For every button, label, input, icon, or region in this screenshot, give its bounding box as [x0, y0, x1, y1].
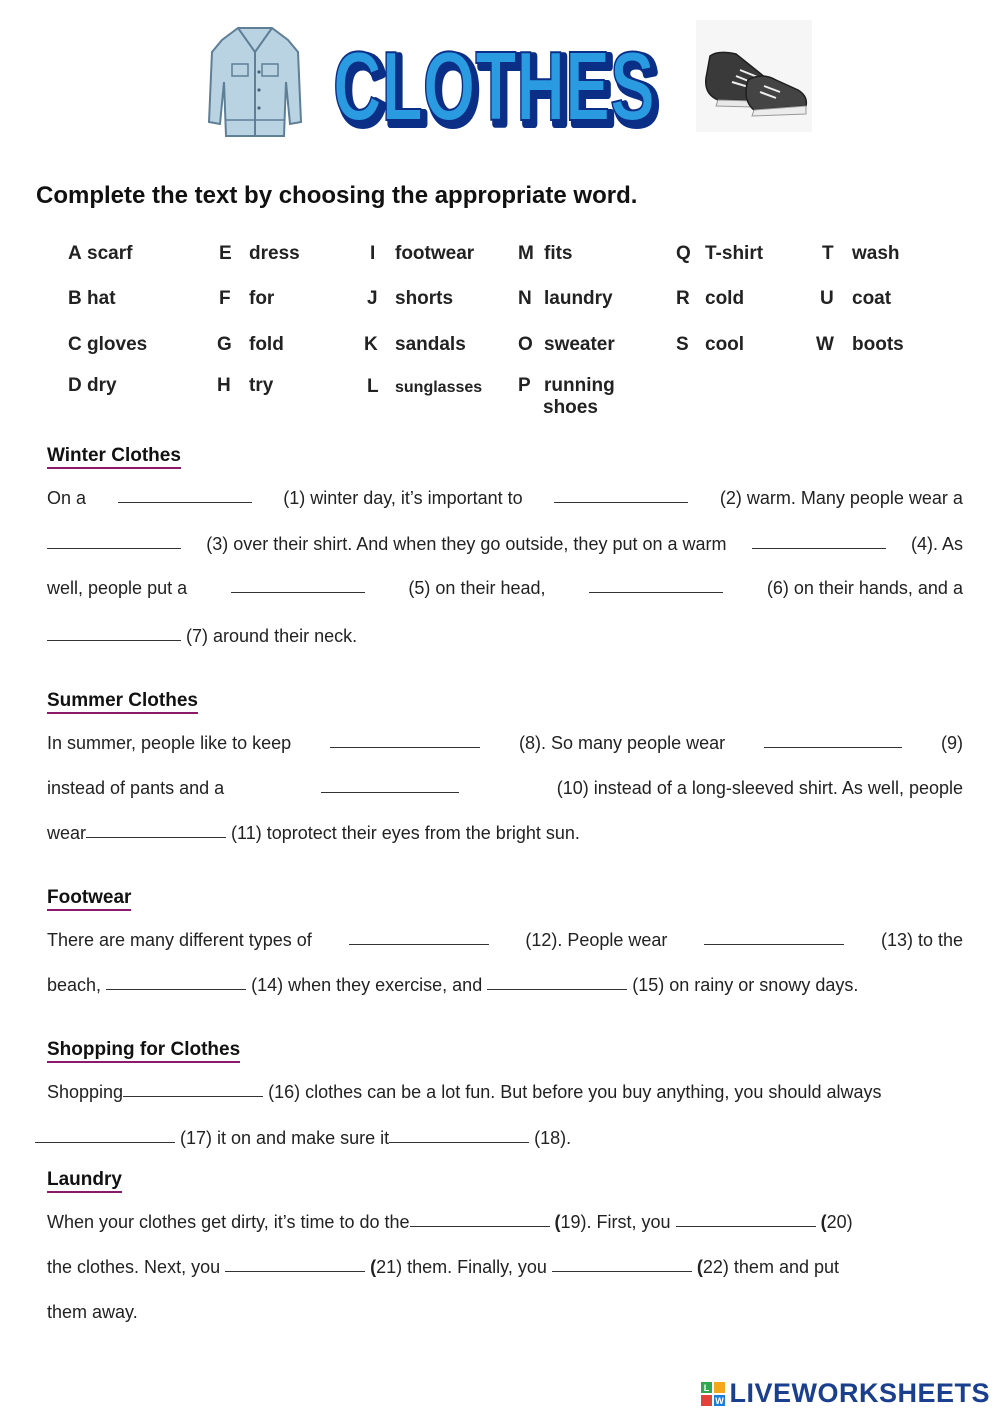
word-option: G fold [217, 334, 284, 355]
blank-9[interactable] [764, 733, 902, 748]
blank-13[interactable] [704, 930, 844, 945]
sneakers-image [696, 20, 812, 132]
liveworksheets-logo[interactable] [701, 1378, 990, 1409]
blank-1[interactable] [118, 488, 252, 503]
word-option: O sweater [518, 334, 615, 355]
blank-20[interactable] [676, 1212, 816, 1227]
title-text: CLOTHES [333, 31, 655, 138]
blank-22[interactable] [552, 1257, 692, 1272]
section-title-summer: Summer Clothes [47, 690, 198, 712]
word-option: E dress [219, 243, 300, 264]
word-option: I footwear [370, 243, 475, 264]
word-option: shoes [543, 397, 598, 418]
blank-6[interactable] [589, 578, 723, 593]
word-option: N laundry [518, 288, 613, 309]
blank-2[interactable] [554, 488, 688, 503]
blank-10[interactable] [321, 778, 459, 793]
blank-18[interactable] [389, 1128, 529, 1143]
blank-5[interactable] [231, 578, 365, 593]
title-shadow: CLOTHES [337, 35, 659, 138]
word-option: M fits [518, 243, 573, 264]
word-option: T wash [822, 243, 900, 264]
blank-19[interactable] [410, 1212, 550, 1227]
svg-text:L: L [704, 1382, 710, 1393]
word-option: W boots [816, 334, 904, 355]
blank-7[interactable] [47, 626, 181, 641]
word-option: A scarf [68, 243, 133, 264]
word-option: J shorts [367, 288, 454, 309]
section-title-laundry: Laundry [47, 1169, 122, 1191]
clothes-title [326, 26, 662, 138]
svg-text:W: W [715, 1395, 725, 1406]
blank-21[interactable] [225, 1257, 365, 1272]
blank-15[interactable] [487, 975, 627, 990]
lw-badge-icon [701, 1382, 725, 1406]
blank-16[interactable] [123, 1082, 263, 1097]
blank-11[interactable] [86, 823, 226, 838]
word-option: R cold [676, 288, 745, 309]
blank-8[interactable] [330, 733, 480, 748]
logo-text: LIVEWORKSHEETS [729, 1378, 990, 1408]
word-option: F for [219, 288, 275, 309]
word-option: B hat [68, 288, 116, 309]
word-option: P running [518, 375, 615, 396]
word-option: H try [217, 375, 274, 396]
word-option: K sandals [364, 334, 466, 355]
word-option: C gloves [68, 334, 148, 355]
blank-3[interactable] [47, 534, 181, 549]
blank-12[interactable] [349, 930, 489, 945]
section-title-winter: Winter Clothes [47, 445, 181, 467]
word-option: U coat [820, 288, 892, 309]
blank-17[interactable] [35, 1128, 175, 1143]
blank-14[interactable] [106, 975, 246, 990]
denim-jacket-image [208, 22, 302, 142]
section-title-shopping: Shopping for Clothes [47, 1039, 240, 1061]
blank-4[interactable] [752, 534, 886, 549]
word-option: Q T-shirt [676, 243, 764, 264]
word-option: S cool [676, 334, 745, 355]
word-option: D dry [68, 375, 117, 396]
section-title-footwear: Footwear [47, 887, 131, 909]
word-option: L sunglasses [367, 376, 483, 397]
instruction-heading: Complete the text by choosing the appropriate word. [36, 182, 638, 209]
